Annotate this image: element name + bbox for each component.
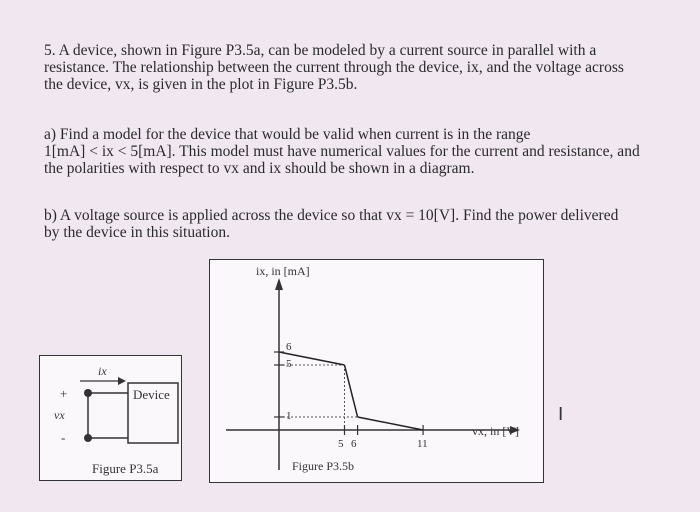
- x-tick-label: 5: [338, 438, 344, 450]
- current-arrow-head: [118, 377, 126, 385]
- figure-p3-5b: [209, 259, 544, 483]
- minus-sign: -: [61, 430, 66, 445]
- device-label: Device: [133, 387, 170, 402]
- x-tick-label: 6: [351, 438, 357, 450]
- current-label: ix: [98, 364, 107, 378]
- x-tick-label: 11: [417, 438, 428, 450]
- part-b-line: by the device in this situation.: [44, 224, 230, 241]
- voltage-label: vx: [54, 408, 65, 422]
- part-a-line: 1[mA] < ix < 5[mA]. This model must have numerical values for the current and resistance, and: [44, 143, 640, 160]
- problem-line: resistance. The relationship between the current through the device, ix, and the voltage across: [44, 59, 624, 76]
- device-diagram: [40, 356, 181, 480]
- y-axis-label: ix, in [mA]: [256, 264, 310, 278]
- y-tick-label: 6: [286, 341, 292, 353]
- part-a-line: the polarities with respect to vx and ix should be shown in a diagram.: [44, 160, 475, 177]
- part-a-line: a) Find a model for the device that would be valid when current is in the range: [44, 126, 531, 143]
- figure-caption: Figure P3.5a: [92, 461, 159, 476]
- figure-p3-5a: [39, 355, 182, 481]
- plus-sign: +: [60, 386, 68, 401]
- part-b: [44, 207, 684, 241]
- part-a: [44, 126, 684, 177]
- problem-statement: [44, 42, 684, 93]
- problem-line: 5. A device, shown in Figure P3.5a, can be modeled by a current source in parallel with a: [44, 42, 597, 59]
- curve-segment: [345, 365, 358, 417]
- terminal: [84, 434, 92, 442]
- terminal: [84, 389, 92, 397]
- x-axis-label: vx, in [V]: [472, 424, 519, 438]
- figure-caption: Figure P3.5b: [292, 459, 355, 473]
- text-cursor-icon: I: [558, 404, 564, 425]
- curve-segment: [358, 417, 424, 430]
- y-tick-label: 1: [286, 410, 292, 422]
- problem-line: the device, vx, is given in the plot in Figure P3.5b.: [44, 76, 358, 93]
- y-tick-label: 5: [286, 358, 292, 370]
- y-axis-arrow: [275, 278, 283, 290]
- iv-plot: [210, 260, 543, 482]
- part-b-line: b) A voltage source is applied across the device so that vx = 10[V]. Find the power delivered: [44, 207, 619, 224]
